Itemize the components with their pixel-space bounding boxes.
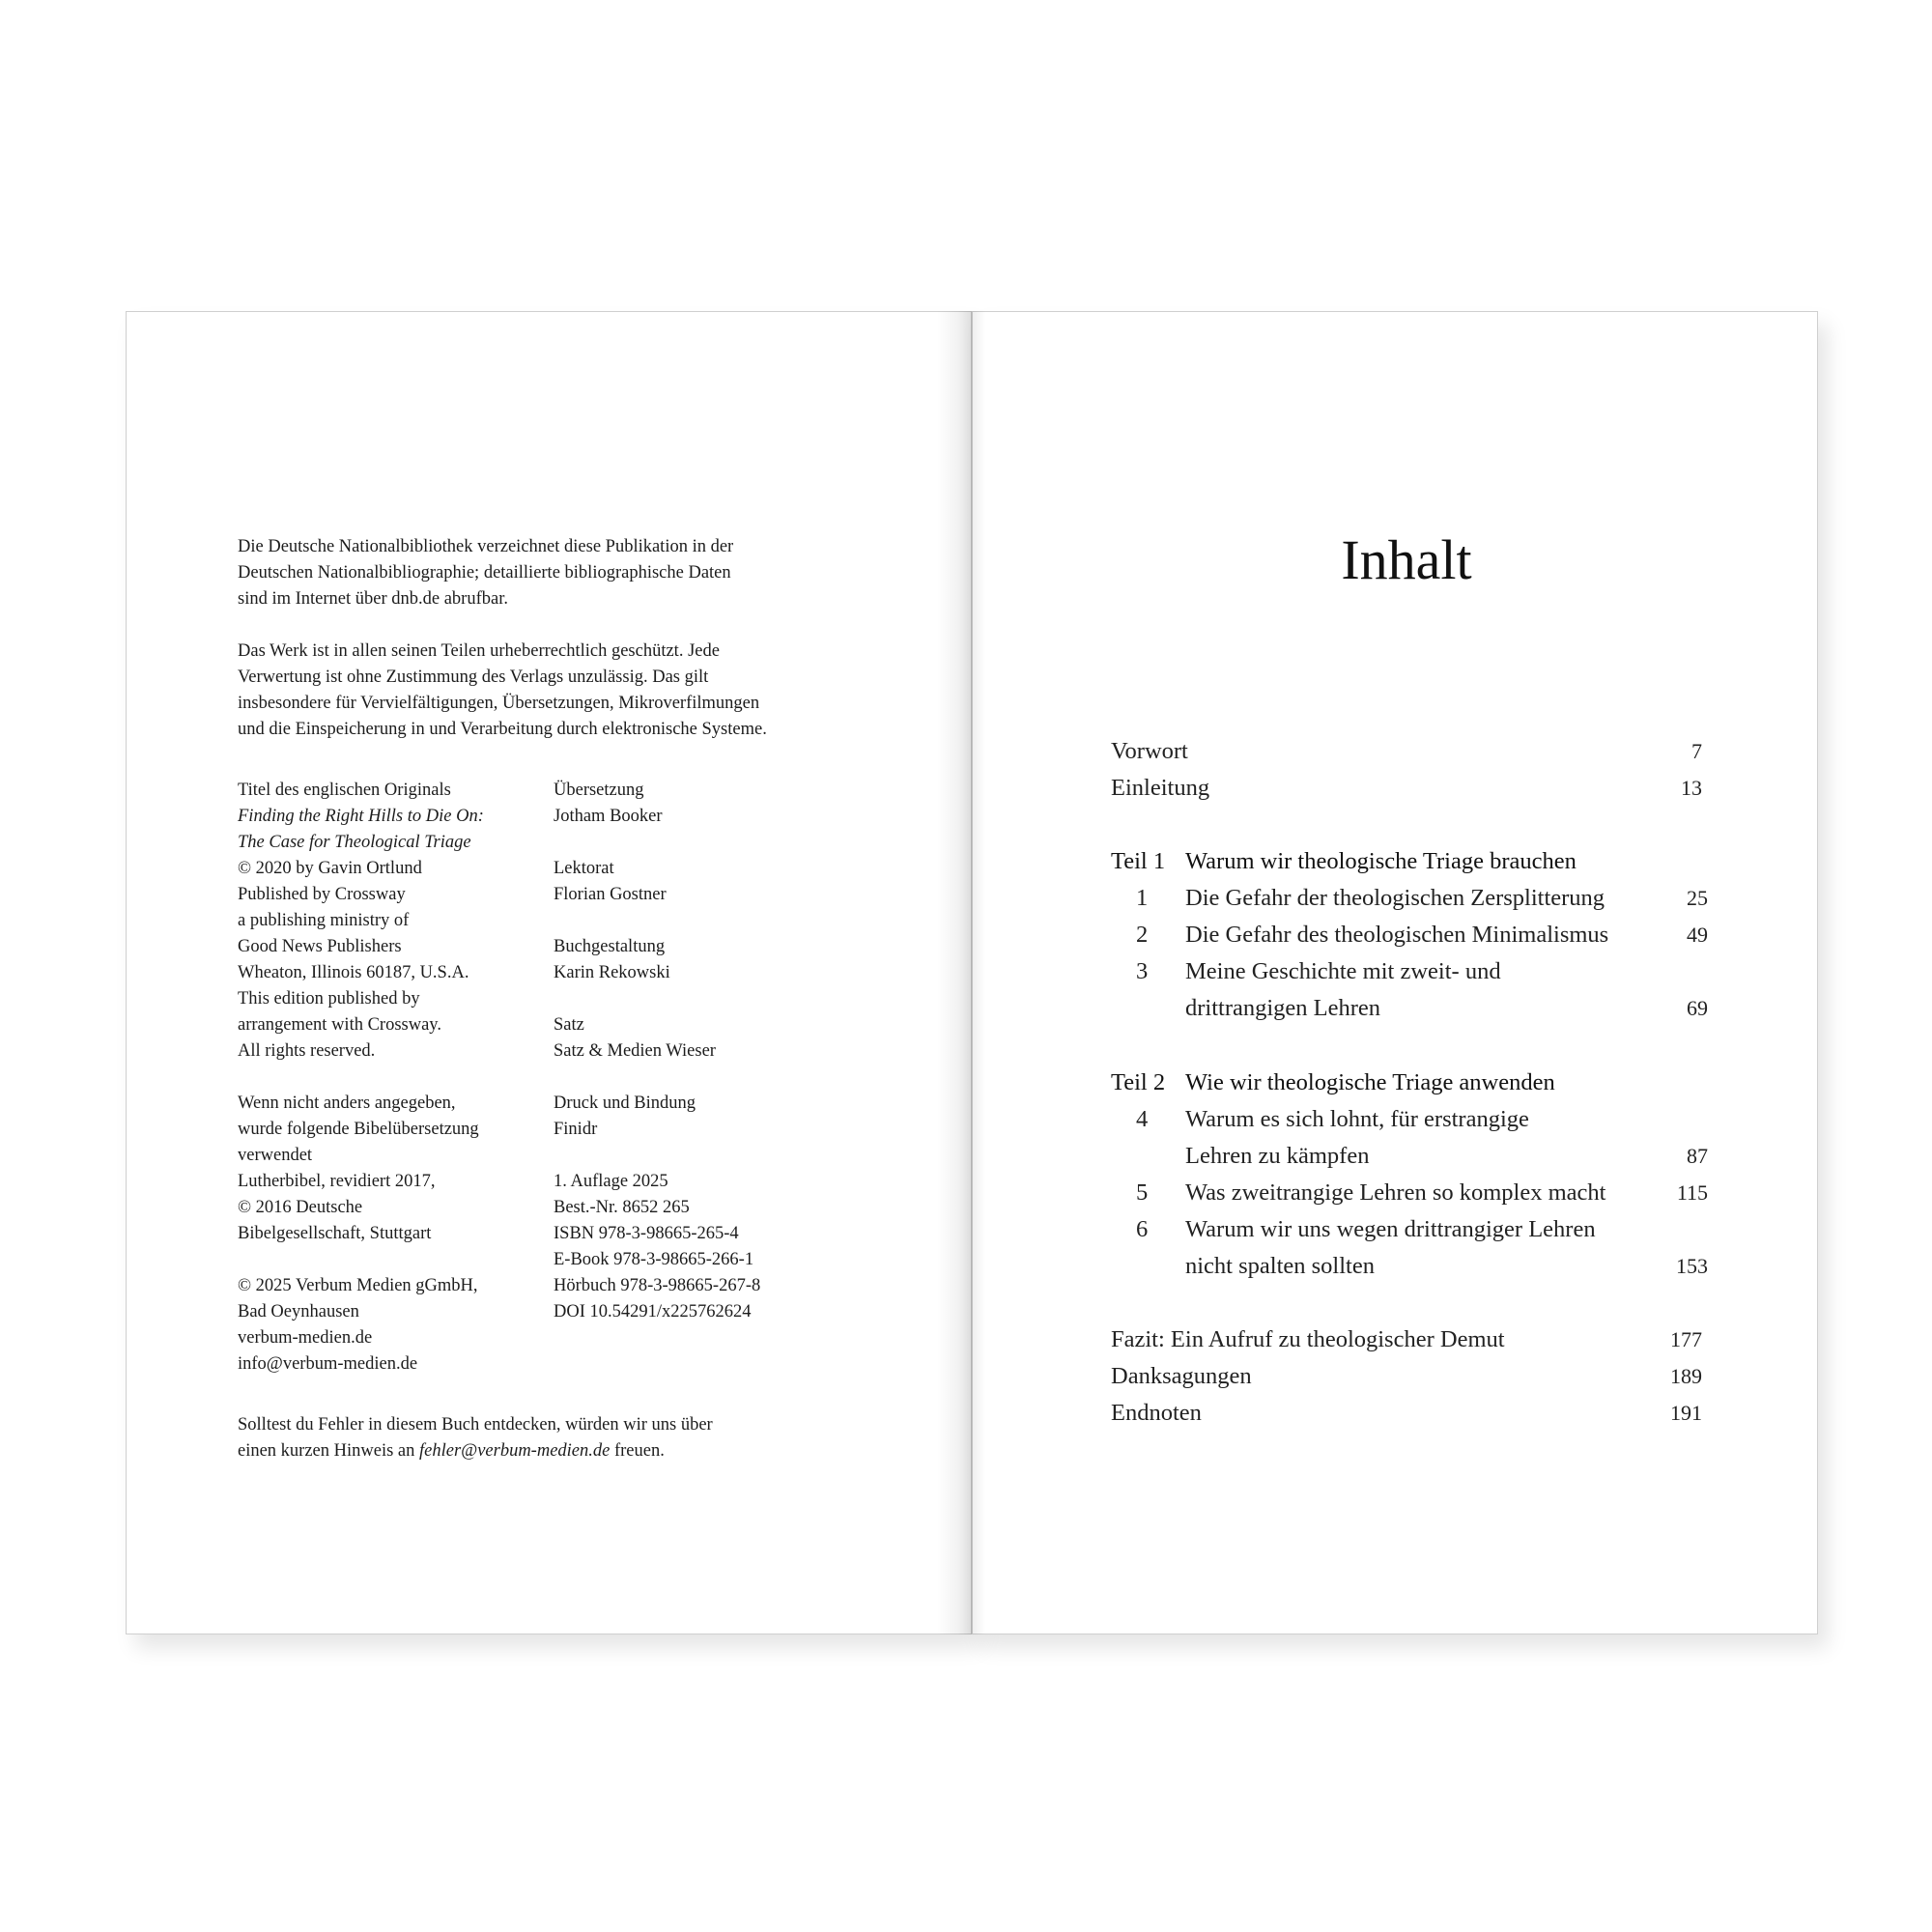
dnb-line: Deutschen Nationalbibliographie; detaillierte bibliographische Daten [238, 563, 731, 582]
toc-chapter-6-cont [1111, 1248, 1708, 1285]
toc-part-1 [1111, 843, 1708, 880]
toc-part-title: Wie wir theologische Triage anwenden [1185, 1069, 1555, 1095]
imprint-column-right [554, 778, 863, 1325]
toc-page-number: 69 [1687, 996, 1708, 1020]
toc-chapter-title: Lehren zu kämpfen [1185, 1143, 1370, 1169]
toc-chapter-title: Warum wir uns wegen drittrangiger Lehren [1185, 1216, 1596, 1242]
toc-chapter-number: 5 [1136, 1179, 1149, 1206]
toc-entry-endnoten [1111, 1395, 1708, 1432]
toc-chapter-5 [1111, 1175, 1708, 1211]
toc-chapter-number: 2 [1136, 922, 1149, 948]
original-title: Finding the Right Hills to Die On: [238, 807, 484, 826]
toc-entry-label: Vorwort [1111, 738, 1188, 764]
edition-line: 1. Auflage 2025 [554, 1172, 668, 1191]
original-line: Published by Crossway [238, 885, 406, 904]
publisher-website: verbum-medien.de [238, 1328, 373, 1348]
book-gutter-shadow-right [972, 311, 985, 1634]
dnb-line: sind im Internet über dnb.de abrufbar. [238, 589, 508, 609]
toc-chapter-3 [1111, 953, 1708, 990]
toc-page-number: 7 [1691, 739, 1702, 763]
original-line: Wheaton, Illinois 60187, U.S.A. [238, 963, 469, 982]
toc-chapter-title: Warum es sich lohnt, für erstrangige [1185, 1106, 1529, 1132]
copyright-notice [238, 639, 856, 743]
toc-chapter-number: 4 [1136, 1106, 1149, 1132]
toc-page-number: 115 [1676, 1180, 1708, 1205]
original-line: Good News Publishers [238, 937, 402, 956]
credit-value: Florian Gostner [554, 885, 667, 904]
toc-entry-label: Fazit: Ein Aufruf zu theologischer Demut [1111, 1326, 1505, 1352]
contact-text: einen kurzen Hinweis an [238, 1441, 420, 1461]
original-line: This edition published by [238, 989, 420, 1009]
rights-line: insbesondere für Vervielfältigungen, Übersetzungen, Mikroverfilmungen [238, 694, 760, 713]
contact-line: Solltest du Fehler in diesem Buch entdecken, würden wir uns über [238, 1415, 713, 1435]
toc-chapter-title: Was zweitrangige Lehren so komplex macht [1185, 1179, 1606, 1206]
credit-value: Finidr [554, 1120, 598, 1139]
toc-part-label: Teil 2 [1111, 1069, 1166, 1095]
toc-entry-label: Endnoten [1111, 1400, 1202, 1426]
credit-label: Druck und Bindung [554, 1094, 696, 1113]
original-line: © 2020 by Gavin Ortlund [238, 859, 422, 878]
toc-entry-fazit [1111, 1321, 1708, 1358]
toc-page-number: 25 [1687, 886, 1708, 910]
toc-part-title: Warum wir theologische Triage brauchen [1185, 848, 1577, 874]
credit-label: Buchgestaltung [554, 937, 666, 956]
contact-line-2 [238, 1438, 856, 1464]
credit-value: Jotham Booker [554, 807, 663, 826]
publisher-line: Bad Oeynhausen [238, 1302, 359, 1321]
toc-chapter-title: Meine Geschichte mit zweit- und [1185, 958, 1501, 984]
error-report-notice [238, 1412, 856, 1464]
bible-line: © 2016 Deutsche [238, 1198, 363, 1217]
imprint-column-left [238, 778, 537, 1378]
toc-page-number: 87 [1687, 1144, 1708, 1168]
audiobook-line: Hörbuch 978-3-98665-267-8 [554, 1276, 761, 1295]
dnb-notice [238, 534, 856, 612]
original-line: All rights reserved. [238, 1041, 376, 1061]
book-gutter-shadow [937, 311, 972, 1634]
rights-line: und die Einspeicherung in und Verarbeitung durch elektronische Systeme. [238, 720, 767, 739]
toc-chapter-title: nicht spalten sollten [1185, 1253, 1375, 1279]
toc-chapter-number: 3 [1136, 958, 1149, 984]
publisher-line: © 2025 Verbum Medien gGmbH, [238, 1276, 478, 1295]
toc-part-label: Teil 1 [1111, 848, 1166, 874]
bible-line: Wenn nicht anders angegeben, [238, 1094, 456, 1113]
bible-line: Lutherbibel, revidiert 2017, [238, 1172, 436, 1191]
isbn-line: ISBN 978-3-98665-265-4 [554, 1224, 739, 1243]
toc-page-number: 191 [1670, 1401, 1702, 1425]
original-line: a publishing ministry of [238, 911, 410, 930]
rights-line: Das Werk ist in allen seinen Teilen urheberrechtlich geschützt. Jede [238, 641, 720, 661]
toc-chapter-number: 1 [1136, 885, 1149, 911]
credit-value: Satz & Medien Wieser [554, 1041, 716, 1061]
original-title-heading: Titel des englischen Originals [238, 781, 451, 800]
toc-title: Inhalt [1341, 528, 1472, 591]
rights-line: Verwertung ist ohne Zustimmung des Verlags unzulässig. Das gilt [238, 668, 709, 687]
edition-line: Best.-Nr. 8652 265 [554, 1198, 690, 1217]
original-line: arrangement with Crossway. [238, 1015, 441, 1035]
publisher-email: info@verbum-medien.de [238, 1354, 418, 1374]
dnb-line: Die Deutsche Nationalbibliothek verzeichnet diese Publikation in der [238, 537, 734, 556]
ebook-line: E-Book 978-3-98665-266-1 [554, 1250, 754, 1269]
toc-chapter-1 [1111, 880, 1708, 917]
credit-label: Übersetzung [554, 781, 644, 800]
toc-chapter-2 [1111, 917, 1708, 953]
toc-page-number: 49 [1687, 923, 1708, 947]
contact-text: freuen. [610, 1441, 665, 1461]
toc-entry-label: Einleitung [1111, 775, 1210, 801]
toc-entry-vorwort [1111, 733, 1708, 770]
credit-value: Karin Rekowski [554, 963, 670, 982]
toc-chapter-title: Die Gefahr des theologischen Minimalismus [1185, 922, 1609, 948]
toc-chapter-4-cont [1111, 1138, 1708, 1175]
bible-line: wurde folgende Bibelübersetzung [238, 1120, 479, 1139]
toc-entry-danksagungen [1111, 1358, 1708, 1395]
toc-chapter-number: 6 [1136, 1216, 1149, 1242]
toc-page-number: 177 [1670, 1327, 1702, 1351]
original-subtitle: The Case for Theological Triage [238, 833, 471, 852]
toc-chapter-3-cont [1111, 990, 1708, 1027]
toc-page-number: 13 [1681, 776, 1702, 800]
bible-line: verwendet [238, 1146, 313, 1165]
credit-label: Satz [554, 1015, 584, 1035]
toc-chapter-4 [1111, 1101, 1708, 1138]
toc-chapter-title: Die Gefahr der theologischen Zersplitterung [1185, 885, 1605, 911]
credit-label: Lektorat [554, 859, 614, 878]
error-email: fehler@verbum-medien.de [419, 1441, 611, 1461]
toc-page-number: 189 [1670, 1364, 1702, 1388]
toc-chapter-6 [1111, 1211, 1708, 1248]
toc-page-number: 153 [1676, 1254, 1708, 1278]
toc-part-2 [1111, 1065, 1708, 1101]
toc-chapter-title: drittrangigen Lehren [1185, 995, 1381, 1021]
toc-entry-einleitung [1111, 770, 1708, 807]
doi-line: DOI 10.54291/x225762624 [554, 1302, 752, 1321]
bible-line: Bibelgesellschaft, Stuttgart [238, 1224, 432, 1243]
toc-entry-label: Danksagungen [1111, 1363, 1252, 1389]
